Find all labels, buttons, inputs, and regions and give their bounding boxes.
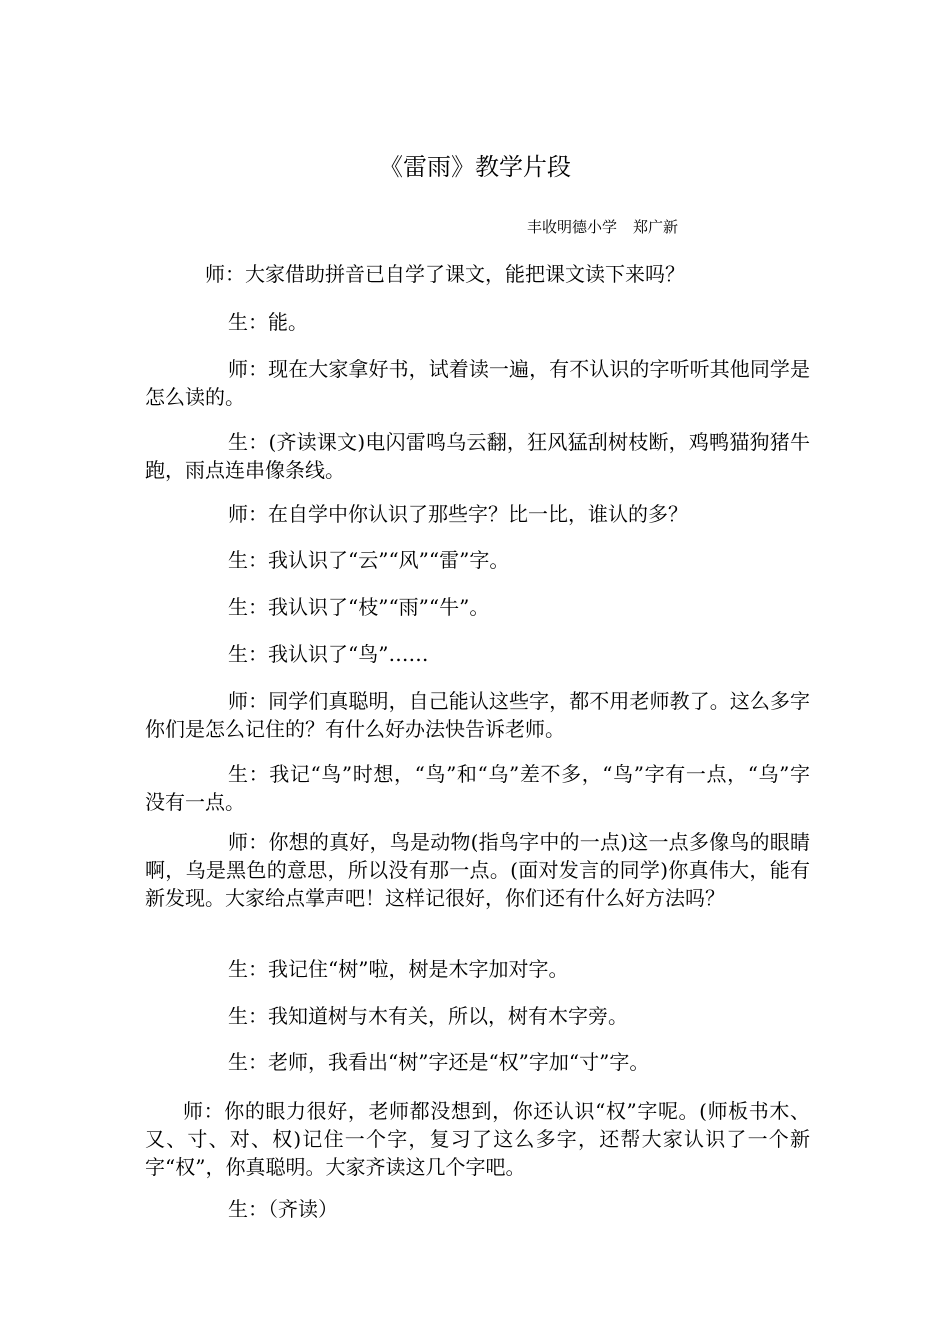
paragraph-student-6: 生：我记“鸟”时想，“鸟”和“乌”差不多，“鸟”字有一点，“乌”字没有一点。 (145, 762, 810, 814)
paragraph-student-7: 生：我记住“树”啦，树是木字加对字。 (228, 957, 569, 981)
paragraph-student-1: 生：能。 (228, 310, 308, 334)
author-line (527, 217, 678, 237)
author-name: 郑广新 (633, 218, 679, 236)
paragraph-student-5: 生：我认识了“鸟”…… (228, 642, 429, 666)
paragraph-student-3: 生：我认识了“云”“风”“雷”字。 (228, 548, 510, 572)
paragraph-student-4: 生：我认识了“枝”“雨”“牛”。 (228, 595, 490, 619)
paragraph-student-9: 生：老师，我看出“树”字还是“权”字加“寸”字。 (228, 1050, 650, 1074)
paragraph-teacher-6: 师：你的眼力很好，老师都没想到，你还认识“权”字呢。(师板书木、又、寸、对、权)记住一个字，复习了这么多字，还帮大家认识了一个新字“权”，你真聪明。大家齐读这几个字吧。 (145, 1099, 810, 1179)
paragraph-teacher-1: 师：大家借助拼音已自学了课文，能把课文读下来吗？ (205, 262, 685, 286)
paragraph-teacher-2: 师：现在大家拿好书，试着读一遍，有不认识的字听听其他同学是怎么读的。 (145, 357, 810, 409)
author-school: 丰收明德小学 (527, 218, 618, 236)
document-title: 《雷雨》教学片段 (379, 153, 571, 181)
paragraph-teacher-3: 师：在自学中你认识了那些字？比一比，谁认的多？ (228, 502, 688, 526)
paragraph-teacher-4: 师：同学们真聪明，自己能认这些字，都不用老师教了。这么多字你们是怎么记住的？有什么好办法快告诉老师。 (145, 689, 810, 741)
paragraph-teacher-5: 师：你想的真好，鸟是动物(指鸟字中的一点)这一点多像鸟的眼睛啊，乌是黑色的意思，所以没有那一点。(面对发言的同学)你真伟大，能有新发现。大家给点掌声吧！这样记很好，你们还有什么好方法吗？ (145, 830, 810, 910)
paragraph-student-2: 生：(齐读课文)电闪雷鸣乌云翻，狂风猛刮树枝断，鸡鸭猫狗猪牛跑，雨点连串像条线。 (145, 430, 810, 482)
paragraph-student-10: 生：（齐读） (228, 1197, 338, 1221)
paragraph-student-8: 生：我知道树与木有关，所以，树有木字旁。 (228, 1004, 628, 1028)
